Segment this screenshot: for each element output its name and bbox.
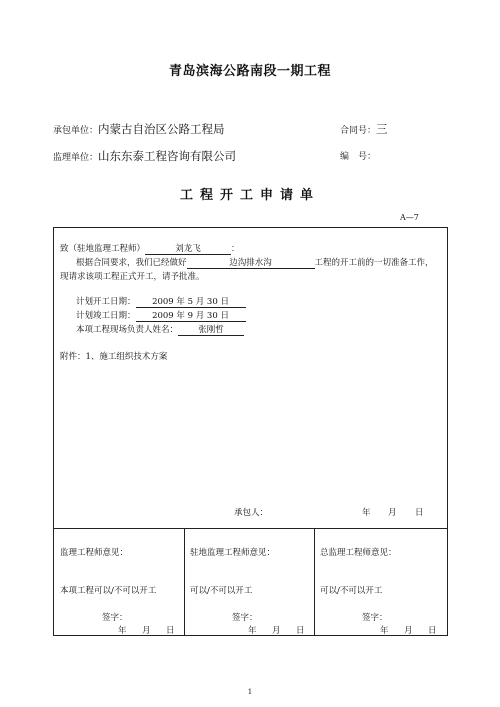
opinion-3-day: 日 xyxy=(428,626,437,636)
document-title: 青岛滨海公路南段一期工程 xyxy=(168,64,331,79)
contractor-date-day: 日 xyxy=(415,508,424,518)
column-divider-1 xyxy=(184,528,185,635)
supervisor-value: 山东东泰工程咨询有限公司 xyxy=(98,149,237,163)
body-line-1 xyxy=(76,256,434,269)
manager-row xyxy=(76,323,244,336)
attachment-line: 附件：1、施工组织技术方案 xyxy=(60,352,168,362)
contractor-date-year: 年 xyxy=(362,508,371,518)
start-date-label: 计划开工日期： xyxy=(76,297,136,307)
contractor-sign-label: 承包人： xyxy=(234,508,269,518)
opinion-1-month: 月 xyxy=(142,626,151,636)
opinion-2-result: 可以/不可以开工 xyxy=(190,586,253,596)
opinion-1-day: 日 xyxy=(166,626,175,636)
contractor-label: 承包单位： xyxy=(53,126,99,136)
column-divider-2 xyxy=(314,528,315,635)
end-date-value: 2009 年 9 月 30 日 xyxy=(136,309,246,322)
contractor-value: 内蒙古自治区公路工程局 xyxy=(98,122,225,136)
to-suffix: ： xyxy=(231,244,240,254)
manager-label: 本项工程现场负责人姓名： xyxy=(76,325,179,335)
project-name: 边沟排水沟 xyxy=(187,256,315,269)
body-suffix: 工程的开工前的一切准备工作， xyxy=(314,258,434,268)
supervisor-label: 监理单位： xyxy=(53,153,99,163)
form-title: 工程开工申请单 xyxy=(179,188,320,203)
number-label: 编 号： xyxy=(340,152,377,162)
manager-value: 张刚哲 xyxy=(178,323,244,336)
opinion-2-sign: 签字： xyxy=(232,613,258,623)
supervisor-row xyxy=(53,145,236,164)
end-date-label: 计划竣工日期： xyxy=(76,311,136,321)
opinion-2-title: 驻地监理工程师意见： xyxy=(190,548,276,558)
opinion-2-day: 日 xyxy=(296,626,305,636)
contract-no-label: 合同号： xyxy=(340,126,377,136)
start-date-value: 2009 年 5 月 30 日 xyxy=(136,295,246,308)
contractor-date-month: 月 xyxy=(388,508,397,518)
to-label: 致（驻地监理工程师） xyxy=(60,244,146,254)
page-number: 1 xyxy=(247,688,253,696)
addressee-line xyxy=(60,242,240,255)
contract-no-value: 三 xyxy=(376,122,388,136)
opinion-1-result: 本项工程可以/不可以开工 xyxy=(60,586,157,596)
end-date-row xyxy=(76,309,246,322)
opinion-3-result: 可以/不可以开工 xyxy=(320,586,383,596)
opinion-3-year: 年 xyxy=(380,626,389,636)
body-prefix: 根据合同要求，我们已经做好 xyxy=(76,258,187,268)
form-code: A—7 xyxy=(400,213,419,222)
section-divider xyxy=(54,528,447,529)
start-date-row xyxy=(76,295,246,308)
application-form-box xyxy=(53,227,448,636)
opinion-1-sign: 签字： xyxy=(102,613,128,623)
opinion-3-title: 总监理工程师意见： xyxy=(320,548,397,558)
opinion-3-sign: 签字： xyxy=(362,613,388,623)
opinion-1-year: 年 xyxy=(118,626,127,636)
opinion-3-month: 月 xyxy=(404,626,413,636)
opinion-2-month: 月 xyxy=(272,626,281,636)
contractor-row xyxy=(53,118,225,137)
opinion-1-title: 监理工程师意见： xyxy=(60,548,129,558)
to-name: 刘龙飞 xyxy=(145,242,231,255)
contract-no-row xyxy=(340,118,388,137)
opinion-2-year: 年 xyxy=(248,626,257,636)
body-line-2: 现请求该项工程正式开工，请予批准。 xyxy=(60,272,205,282)
